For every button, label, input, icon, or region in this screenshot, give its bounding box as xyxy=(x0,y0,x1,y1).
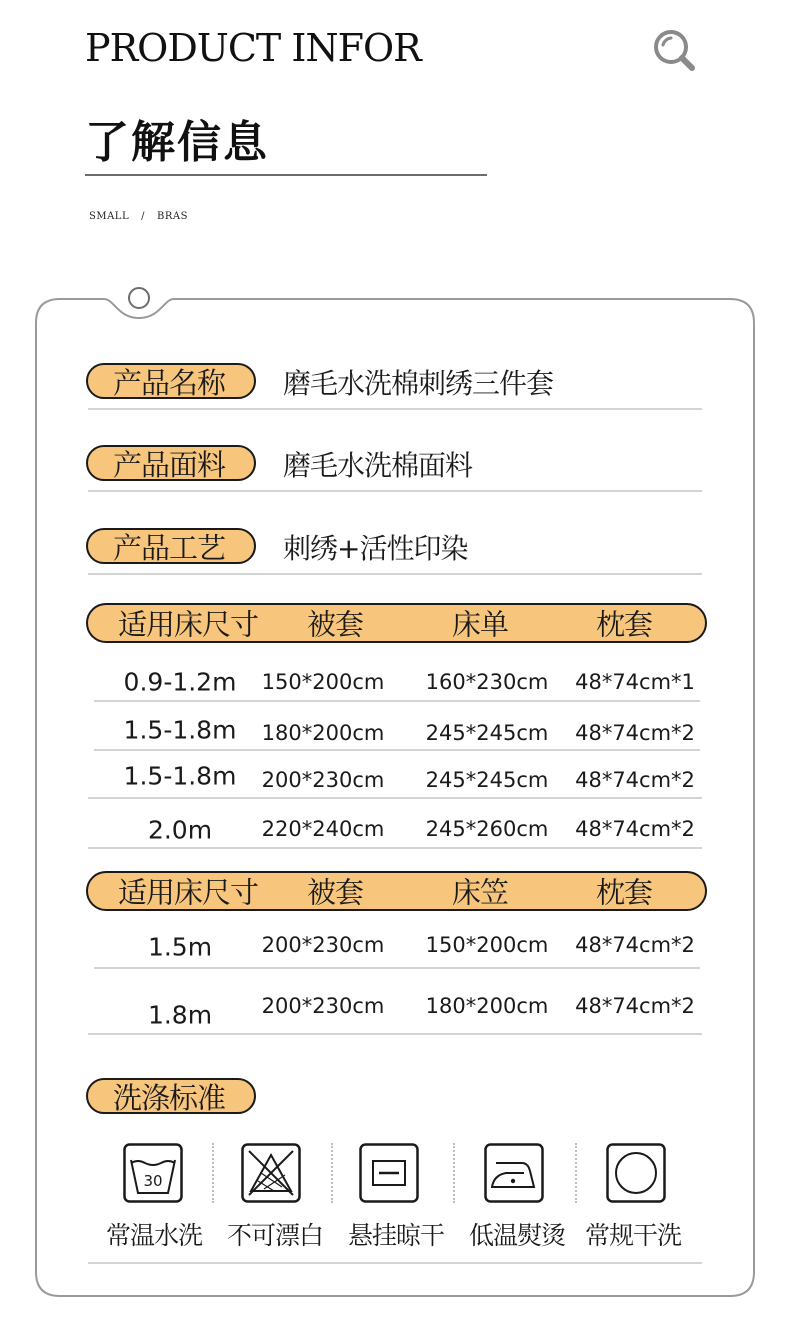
table-row-divider xyxy=(88,1033,702,1035)
care-label-no-bleach: 不可漂白 xyxy=(226,1221,324,1250)
wash-temperature: 30 xyxy=(143,1172,163,1190)
label-product-craft xyxy=(86,528,256,564)
table-cell: 200*230cm xyxy=(261,994,385,1018)
header-pillowcase: 枕套 xyxy=(595,607,653,642)
table-cell: 1.5-1.8m xyxy=(123,761,237,791)
table-cell: 180*200cm xyxy=(261,721,385,745)
table-row-divider xyxy=(94,700,700,702)
care-label-dry-clean: 常规干洗 xyxy=(584,1221,682,1250)
pill-label: 产品面料 xyxy=(113,447,226,482)
table-cell: 180*200cm xyxy=(425,994,549,1018)
table-cell: 150*200cm xyxy=(425,933,549,957)
table-cell: 200*230cm xyxy=(261,768,385,792)
header-bed-sheet: 床单 xyxy=(451,607,509,642)
header-bed-size: 适用床尺寸 xyxy=(117,607,259,642)
table-cell: 245*260cm xyxy=(425,817,549,841)
fitted-sheet-table-header xyxy=(86,871,707,911)
table-cell: 0.9-1.2m xyxy=(123,667,237,697)
header-duvet-cover: 被套 xyxy=(306,607,364,642)
label-care-standard xyxy=(86,1078,256,1114)
header-fitted-sheet: 床笠 xyxy=(451,875,509,910)
row-divider xyxy=(88,408,702,410)
breadcrumb xyxy=(89,211,200,222)
care-label-low-iron: 低温熨烫 xyxy=(468,1221,566,1250)
page-title: PRODUCT INFOR xyxy=(85,26,421,70)
table-cell: 48*74cm*2 xyxy=(575,933,695,957)
table-cell: 2.0m xyxy=(147,815,213,845)
header-pillowcase: 枕套 xyxy=(595,875,653,910)
table-cell: 48*74cm*2 xyxy=(575,817,695,841)
label-product-fabric xyxy=(86,445,256,481)
care-label-hang-dry: 悬挂晾干 xyxy=(347,1221,445,1250)
table-row-divider xyxy=(88,797,702,799)
icon-divider xyxy=(453,1143,455,1203)
label-product-name xyxy=(86,363,256,399)
table-cell: 1.5m xyxy=(147,932,213,962)
breadcrumb-item[interactable]: SMALL xyxy=(89,211,130,222)
breadcrumb-item[interactable]: BRAS xyxy=(156,211,188,222)
dry-clean-icon xyxy=(606,1143,666,1203)
table-cell: 48*74cm*1 xyxy=(575,670,695,694)
table-cell: 160*230cm xyxy=(425,670,549,694)
table-cell: 245*245cm xyxy=(425,721,549,745)
table-row-divider xyxy=(94,749,700,751)
header-duvet-cover: 被套 xyxy=(306,875,364,910)
table-cell: 48*74cm*2 xyxy=(575,994,695,1018)
table-cell: 48*74cm*2 xyxy=(575,768,695,792)
product-fabric-value: 磨毛水洗棉面料 xyxy=(283,449,473,482)
table-row-divider xyxy=(94,967,700,969)
table-cell: 48*74cm*2 xyxy=(575,721,695,745)
table-cell: 245*245cm xyxy=(425,768,549,792)
size-table-header xyxy=(86,603,707,643)
table-row-divider xyxy=(88,847,702,849)
row-divider xyxy=(88,490,702,492)
section-heading: 了解信息 xyxy=(85,117,269,168)
table-cell: 200*230cm xyxy=(261,933,385,957)
product-craft-value: 刺绣+活性印染 xyxy=(283,532,468,565)
hang-dry-icon xyxy=(359,1143,419,1203)
pill-label: 产品工艺 xyxy=(113,530,226,565)
search-icon xyxy=(650,26,698,74)
pill-label: 产品名称 xyxy=(113,365,226,400)
header-bed-size: 适用床尺寸 xyxy=(117,875,259,910)
row-divider xyxy=(88,573,702,575)
breadcrumb-separator: / xyxy=(141,211,145,222)
title-divider xyxy=(85,174,487,176)
table-cell: 220*240cm xyxy=(261,817,385,841)
low-iron-icon xyxy=(484,1143,544,1203)
care-divider xyxy=(88,1262,702,1264)
table-cell: 1.5-1.8m xyxy=(123,715,237,745)
search-button[interactable] xyxy=(650,26,698,74)
care-label-wash: 常温水洗 xyxy=(105,1221,203,1250)
hang-hole xyxy=(129,288,149,308)
icon-divider xyxy=(212,1143,214,1203)
product-name-value: 磨毛水洗棉刺绣三件套 xyxy=(283,367,554,400)
icon-divider xyxy=(331,1143,333,1203)
table-cell: 1.8m xyxy=(147,1000,213,1030)
pill-label: 洗涤标准 xyxy=(113,1080,226,1115)
no-bleach-icon xyxy=(241,1143,301,1203)
table-cell: 150*200cm xyxy=(261,670,385,694)
wash-30-icon xyxy=(123,1143,183,1203)
icon-divider xyxy=(575,1143,577,1203)
